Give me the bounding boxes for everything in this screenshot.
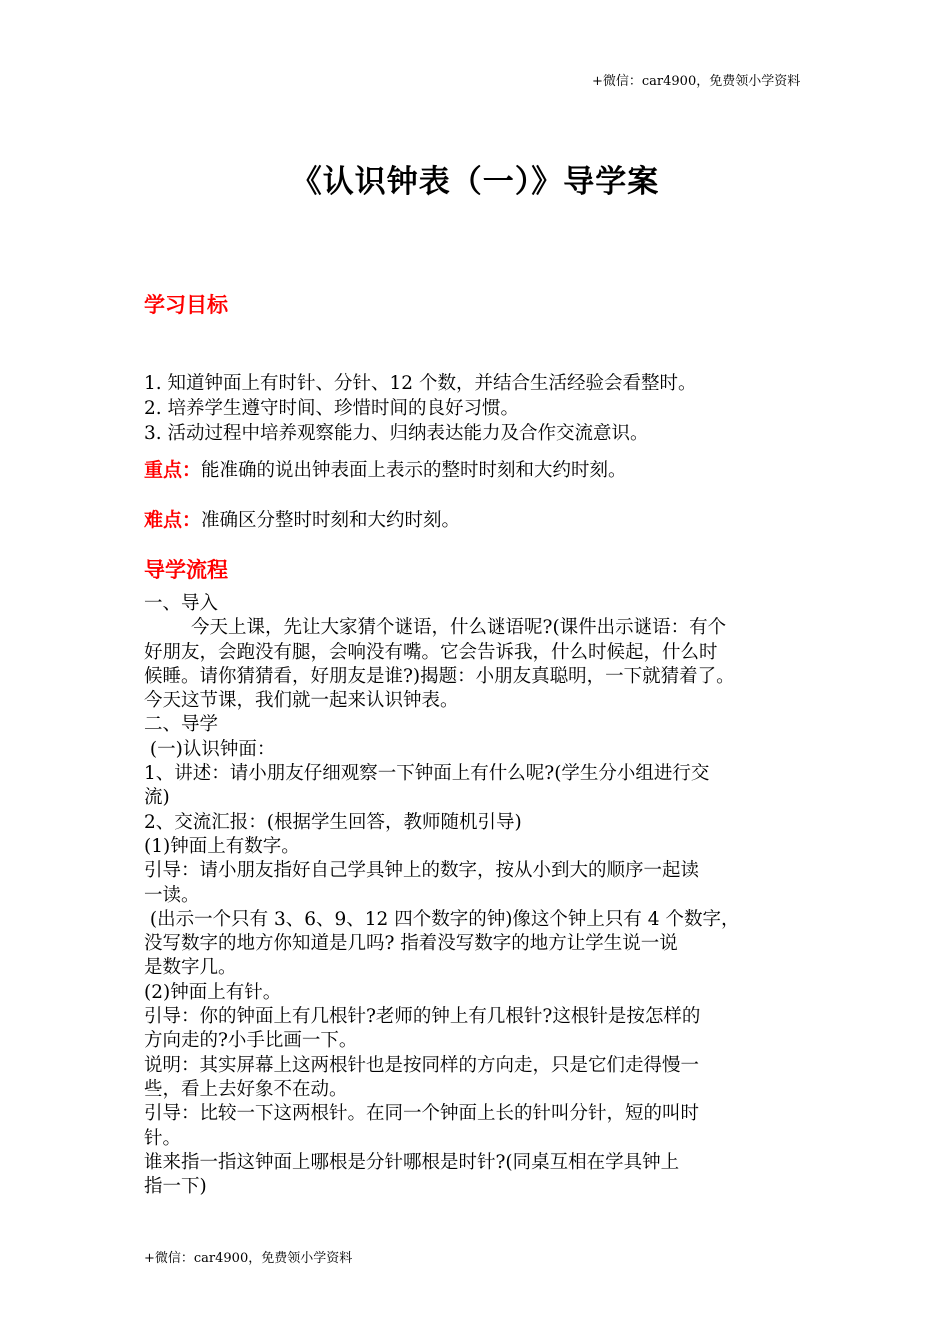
process-line: 今天上课，先让大家猜个谜语，什么谜语呢?(课件出示谜语：有个 (144, 617, 727, 639)
process-line: 一读。 (144, 884, 200, 906)
process-body (144, 592, 824, 1199)
process-line: 流) (144, 787, 170, 809)
process-line: 引导：比较一下这两根针。在同一个钟面上长的针叫分针，短的叫时 (144, 1103, 700, 1125)
process-line: 候睡。请你猜猜看，好朋友是谁?)揭题：小朋友真聪明，一下就猜着了。 (144, 665, 735, 687)
process-line: (2)钟面上有针。 (144, 981, 282, 1003)
objective-item-1: 1. 知道钟面上有时针、分针、12 个数，并结合生活经验会看整时。 (144, 373, 697, 394)
process-line: 今天这节课，我们就一起来认识钟表。 (144, 690, 459, 712)
footer-note: +微信：car4900，免费领小学资料 (144, 1251, 353, 1266)
process-line: 二、导学 (144, 714, 219, 736)
process-line: 方向走的?小手比画一下。 (144, 1030, 358, 1052)
process-line: 2、交流汇报：(根据学生回答，教师随机引导) (144, 811, 522, 833)
objective-item-2: 2. 培养学生遵守时间、珍惜时间的良好习惯。 (144, 398, 520, 419)
process-line: 是数字几。 (144, 957, 237, 979)
difficulty-label: 难点： (144, 509, 202, 531)
process-line: 引导：你的钟面上有几根针?老师的钟上有几根针?这根针是按怎样的 (144, 1006, 701, 1028)
process-line: 指一下) (144, 1176, 207, 1198)
difficulty-text: 准确区分整时时刻和大约时刻。 (201, 510, 461, 531)
process-line: (1)钟面上有数字。 (144, 835, 300, 857)
process-line: 一、导入 (144, 593, 219, 614)
process-line: 些，看上去好象不在动。 (144, 1078, 348, 1100)
header-note: +微信：car4900，免费领小学资料 (592, 74, 801, 89)
difficulty (144, 505, 460, 532)
process-line: 好朋友，会跑没有腿，会响没有嘴。它会告诉我，什么时候起，什么时 (144, 641, 718, 663)
process-line: 引导：请小朋友指好自己学具钟上的数字，按从小到大的顺序一起读 (144, 860, 700, 882)
process-heading: 导学流程 (144, 558, 228, 582)
page-title: 《认识钟表（一）》导学案 (290, 164, 660, 200)
key-point-label: 重点： (144, 459, 202, 481)
process-line: 说明：其实屏幕上这两根针也是按同样的方向走，只是它们走得慢一 (144, 1054, 700, 1076)
process-line: 1、讲述：请小朋友仔细观察一下钟面上有什么呢?(学生分小组进行交 (144, 763, 710, 785)
process-line: 没写数字的地方你知道是几吗? 指着没写数字的地方让学生说一说 (144, 933, 678, 955)
objectives-heading: 学习目标 (144, 293, 228, 317)
process-line: (出示一个只有 3、6、9、12 四个数字的钟)像这个钟上只有 4 个数字， (144, 908, 740, 930)
key-point-text: 能准确的说出钟表面上表示的整时时刻和大约时刻。 (201, 460, 627, 481)
process-line: 针。 (144, 1127, 182, 1149)
key-point (144, 455, 627, 482)
process-line: (一)认识钟面： (144, 738, 276, 760)
objective-item-3: 3. 活动过程中培养观察能力、归纳表达能力及合作交流意识。 (144, 423, 649, 444)
process-line: 谁来指一指这钟面上哪根是分针哪根是时针?(同桌互相在学具钟上 (144, 1151, 680, 1173)
